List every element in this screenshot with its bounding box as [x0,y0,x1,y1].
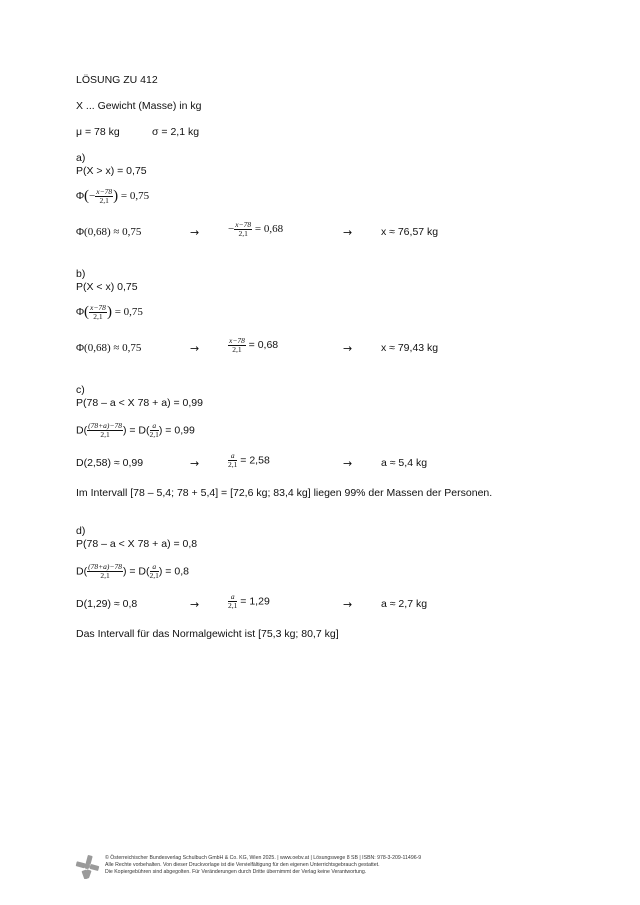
arrow-icon: → [343,342,353,355]
part-d-equation: D( $\frac{(78+a)-78}{2,1}$ ) = D( $\frac{a}{2,1}$ ) = 0,8 [76,562,189,580]
arrow-icon: → [343,457,353,470]
part-c-equation: D( $\frac{(78+a)-78}{2,1}$ ) = D( $\frac{a}{2,1}$ ) = 0,99 [76,421,195,439]
part-b-label: b) [76,268,86,280]
part-a-result: x ≈ 76,57 kg [381,226,439,238]
page-title: LÖSUNG ZU 412 [76,74,158,86]
arrow-icon: → [190,226,200,239]
part-c-probability: P(78 – a < X 78 + a) = 0,99 [76,397,203,409]
part-d-step1: D(1,29) ≈ 0,8 [76,598,138,610]
part-d-label: d) [76,525,86,537]
part-d-step2: $\frac{a}{2,1}$ = 1,29 [228,592,270,610]
footer-rights: Alle Rechte vorbehalten. Von dieser Druckvorlage ist die Vervielfältigung für den eigenen Unterrichtsgebrauch gestattet. [105,862,380,868]
footer-disclaimer: Die Kopiergebühren sind abgegolten. Für Veränderungen durch Dritte übernimmt der Verlag keine Verantwortung. [105,869,367,875]
part-a-step1: Φ(0,68) ≈ 0,75 [76,226,142,238]
part-d-conclusion: Das Intervall für das Normalgewicht ist [75,3 kg; 80,7 kg] [76,628,339,640]
arrow-icon: → [190,342,200,355]
arrow-icon: → [190,598,200,611]
arrow-icon: → [190,457,200,470]
footer-copyright: © Österreichischer Bundesverlag Schulbuch GmbH & Co. KG, Wien 2025. | www.oebv.at | Lösungswege 8 SB | ISBN: 978-3-209-11496-9 [105,855,422,861]
publisher-logo-icon [74,853,100,879]
part-b-equation: Φ( $\frac{x-78}{2,1}$ ) = 0,75 [76,303,143,321]
arrow-icon: → [343,598,353,611]
part-a-step2: − $\frac{x-78}{2,1}$ = 0,68 [228,220,284,238]
part-a-label: a) [76,152,86,164]
part-b-probability: P(X < x) 0,75 [76,281,138,293]
part-a-fraction: $\frac{x-78}{2,1}$ [96,187,113,205]
variable-definition: X ... Gewicht (Masse) in kg [76,100,202,112]
part-c-result: a ≈ 5,4 kg [381,457,428,469]
part-b-step1: Φ(0,68) ≈ 0,75 [76,342,142,354]
part-c-step2: $\frac{a}{2,1}$ = 2,58 [228,451,270,469]
part-c-conclusion: Im Intervall [78 – 5,4; 78 + 5,4] = [72,6 kg; 83,4 kg] liegen 99% der Massen der Personen. [76,487,493,499]
part-b-fraction: $\frac{x-78}{2,1}$ [90,303,106,321]
part-b-step2: $\frac{x-78}{2,1}$ = 0,68 [229,336,279,354]
part-d-probability: P(78 – a < X 78 + a) = 0,8 [76,538,198,550]
part-a-probability: P(X > x) = 0,75 [76,165,147,177]
param-mu: μ = 78 kg [76,126,120,138]
part-c-step1: D(2,58) ≈ 0,99 [76,457,144,469]
part-b-result: x ≈ 79,43 kg [381,342,439,354]
param-sigma: σ = 2,1 kg [152,126,200,138]
part-c-label: c) [76,384,85,396]
part-d-result: a ≈ 2,7 kg [381,598,428,610]
part-a-equation: Φ(− $\frac{x-78}{2,1}$ ) = 0,75 [76,187,150,205]
arrow-icon: → [343,226,353,239]
